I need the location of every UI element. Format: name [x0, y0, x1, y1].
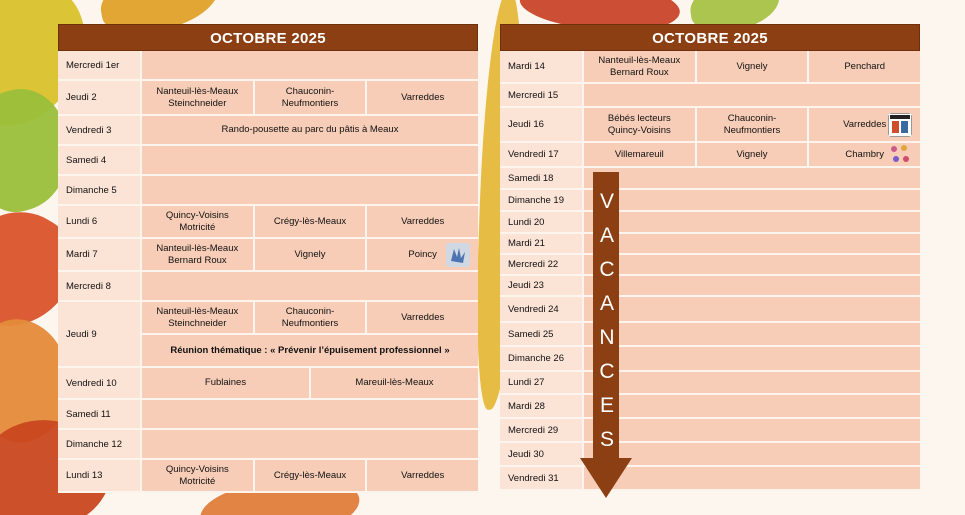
activity-cell [255, 460, 368, 491]
activity-text: Nanteuil-lès-Meaux Bernard Roux [156, 242, 239, 266]
activity-text: Bébés lecteurs Quincy-Voisins [607, 112, 671, 136]
day-label: Mardi 28 [500, 395, 584, 417]
activity-cell [142, 239, 255, 270]
activity-text: Varreddes [401, 469, 445, 481]
day-label: Dimanche 12 [58, 430, 142, 458]
vacances-letter: V [599, 190, 614, 213]
calendar-panel-left [58, 24, 478, 493]
day-label: Lundi 13 [58, 460, 142, 491]
activity-cell [367, 460, 478, 491]
day-label: Dimanche 19 [500, 190, 584, 210]
activity-text: Chauconin- Neufmontiers [281, 305, 339, 329]
day-label: Jeudi 16 [500, 108, 584, 141]
activity-text: Varreddes [401, 311, 445, 323]
activity-cell [367, 239, 478, 270]
calendar-row [500, 84, 920, 108]
vacances-letter: A [599, 292, 614, 315]
day-label: Lundi 6 [58, 206, 142, 237]
day-label: Jeudi 30 [500, 443, 584, 465]
calendar-row [58, 176, 478, 206]
empty-cell [584, 255, 920, 274]
calendar-row [58, 302, 478, 368]
activity-cell [584, 143, 697, 166]
calendar-row [58, 400, 478, 430]
calendar-row [500, 395, 920, 419]
empty-cell [584, 190, 920, 210]
activity-cell [809, 51, 920, 82]
activity-cell [142, 335, 478, 366]
calendar-row [58, 460, 478, 493]
activity-text: Fublaines [204, 377, 247, 388]
activity-text: Crégy-lès-Meaux [273, 469, 347, 481]
empty-cell [142, 146, 478, 174]
day-label: Jeudi 23 [500, 276, 584, 295]
activity-cell [367, 302, 478, 333]
day-label: Dimanche 26 [500, 347, 584, 370]
activity-text: Nanteuil-lès-Meaux Steinchneider [156, 85, 239, 109]
activity-text: Quincy-Voisins Motricité [165, 209, 229, 233]
activity-cell [584, 108, 697, 141]
day-label: Vendredi 10 [58, 368, 142, 398]
calendar-row [500, 190, 920, 212]
day-label: Vendredi 24 [500, 297, 584, 321]
calendar-row [500, 323, 920, 347]
day-label: Lundi 20 [500, 212, 584, 232]
calendar-row [58, 206, 478, 239]
day-label: Lundi 27 [500, 372, 584, 393]
day-label: Mardi 14 [500, 51, 584, 82]
activity-text: Rando-pousette au parc du pâtis à Meaux [221, 124, 399, 135]
activity-text: Crégy-lès-Meaux [273, 215, 347, 227]
activity-cell [142, 81, 255, 114]
empty-cell [584, 212, 920, 232]
activity-text: Varreddes [843, 118, 887, 130]
calendar-row [58, 51, 478, 81]
day-label: Samedi 25 [500, 323, 584, 345]
day-label: Samedi 18 [500, 168, 584, 188]
day-label: Samedi 11 [58, 400, 142, 428]
empty-cell [584, 276, 920, 295]
vacances-letter: A [599, 224, 614, 247]
calendar-row [58, 272, 478, 302]
vacances-letter: N [599, 326, 615, 349]
activity-cell [255, 239, 368, 270]
calendar-row [500, 51, 920, 84]
day-label: Mardi 21 [500, 234, 584, 253]
activity-cell [255, 81, 368, 114]
vacances-letter: E [599, 394, 614, 417]
calendar-panel-right [500, 24, 920, 491]
activity-cell [142, 206, 255, 237]
day-label: Mercredi 1er [58, 51, 142, 79]
calendar-row [58, 116, 478, 146]
activity-text: Chauconin- Neufmontiers [723, 112, 781, 136]
day-label: Mercredi 22 [500, 255, 584, 274]
activity-cell [584, 51, 697, 82]
activity-text: Nanteuil-lès-Meaux Steinchneider [156, 305, 239, 329]
empty-cell [142, 430, 478, 458]
empty-cell [584, 84, 920, 106]
activity-text: Vignely [294, 248, 326, 260]
empty-cell [584, 372, 920, 393]
activity-cell [697, 108, 810, 141]
calendar-row [500, 297, 920, 323]
activity-cell [142, 368, 311, 398]
activity-cell [809, 143, 920, 166]
empty-cell [142, 176, 478, 204]
day-label: Dimanche 5 [58, 176, 142, 204]
panel-title: OCTOBRE 2025 [58, 24, 478, 51]
calendar-row [500, 467, 920, 491]
day-label: Samedi 4 [58, 146, 142, 174]
empty-cell [142, 51, 478, 79]
day-label: Jeudi 2 [58, 81, 142, 114]
activity-cell [142, 302, 255, 333]
empty-cell [584, 395, 920, 417]
empty-cell [584, 234, 920, 253]
activity-text: Varreddes [401, 91, 445, 103]
activity-cell [142, 460, 255, 491]
calendar-row [500, 255, 920, 276]
calendar-row [58, 368, 478, 400]
empty-cell [142, 400, 478, 428]
calendar-row [500, 212, 920, 234]
calendar-row [58, 146, 478, 176]
calendar-row [500, 372, 920, 395]
calendar-row [58, 81, 478, 116]
empty-cell [142, 272, 478, 300]
day-label: Jeudi 9 [58, 302, 142, 366]
activity-text: Varreddes [401, 215, 445, 227]
activity-cell [367, 206, 478, 237]
activity-cell [311, 368, 478, 398]
activity-cell [809, 108, 920, 141]
panel-title: OCTOBRE 2025 [500, 24, 920, 51]
calendar-row [500, 234, 920, 255]
day-label: Mercredi 29 [500, 419, 584, 441]
empty-cell [584, 443, 920, 465]
calendar-row [500, 168, 920, 190]
day-label: Mardi 7 [58, 239, 142, 270]
empty-cell [584, 347, 920, 370]
empty-cell [584, 419, 920, 441]
calendar-row [500, 443, 920, 467]
activity-text: Mareuil-lès-Meaux [355, 377, 434, 388]
activity-text: Vignely [736, 60, 768, 72]
vacances-arrow [580, 172, 630, 498]
day-label: Mercredi 8 [58, 272, 142, 300]
activity-cell [255, 302, 368, 333]
calendar-row [58, 239, 478, 272]
activity-text: Quincy-Voisins Motricité [165, 463, 229, 487]
activity-cell [697, 143, 810, 166]
vacances-letter: C [599, 258, 615, 281]
day-label: Vendredi 17 [500, 143, 584, 166]
activity-cell [255, 206, 368, 237]
empty-cell [584, 323, 920, 345]
activity-cell [142, 116, 478, 144]
activity-text: Réunion thématique : « Prévenir l’épuisement professionnel » [170, 344, 450, 356]
calendar-row [500, 108, 920, 143]
calendar-row [58, 430, 478, 460]
activity-cell [697, 51, 810, 82]
vacances-letter: S [599, 428, 614, 451]
activity-text: Poincy [408, 248, 437, 260]
activity-text: Vignely [736, 148, 768, 160]
day-label: Vendredi 3 [58, 116, 142, 144]
activity-text: Chambry [845, 148, 884, 160]
activity-text: Villemareuil [614, 148, 664, 160]
calendar-row [500, 419, 920, 443]
empty-cell [584, 467, 920, 489]
calendar-row [500, 347, 920, 372]
day-label: Mercredi 15 [500, 84, 584, 106]
activity-text: Penchard [844, 60, 886, 72]
empty-cell [584, 168, 920, 188]
calendar-row [500, 276, 920, 297]
vacances-letter: C [599, 360, 615, 383]
day-label: Vendredi 31 [500, 467, 584, 489]
empty-cell [584, 297, 920, 321]
activity-cell [367, 81, 478, 114]
activity-text: Chauconin- Neufmontiers [281, 85, 339, 109]
calendar-row [500, 143, 920, 168]
activity-text: Nanteuil-lès-Meaux Bernard Roux [598, 54, 681, 78]
